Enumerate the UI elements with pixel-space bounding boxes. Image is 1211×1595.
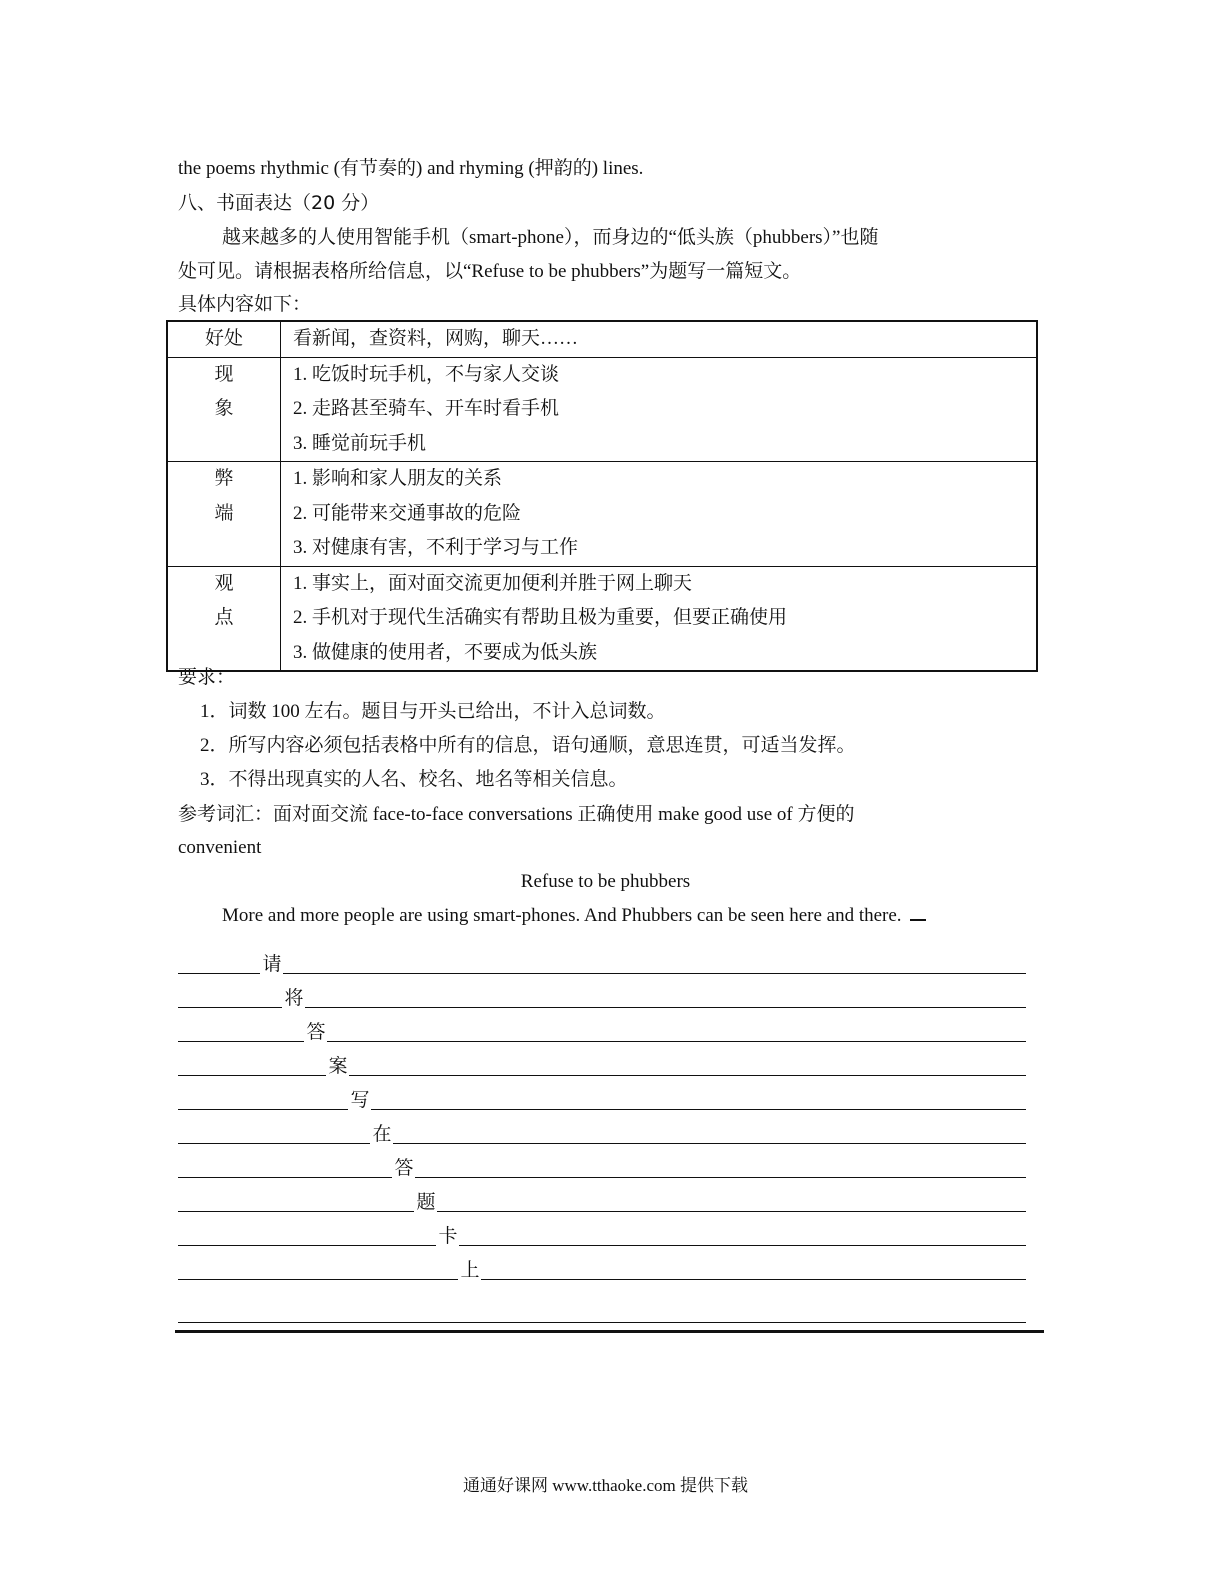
table-item: 3. 睡觉前玩手机 [293,432,427,454]
table-item: 1. 影响和家人朋友的关系 [293,468,503,489]
answer-line [178,1299,1026,1323]
essay-title: Refuse to be phubbers [520,871,691,892]
prompt-line-2: 处可见。请根据表格所给信息，以“Refuse to be phubbers”为题写一篇短文。 [178,261,802,282]
table-row-body [281,321,1038,357]
table-row-body [281,566,1038,671]
table-row-drawbacks [167,462,1037,567]
requirement-item: 3．不得出现真实的人名、校名、地名等相关信息。 [200,769,628,790]
requirement-item: 1．词数 100 左右。题目与开头已给出，不计入总词数。 [200,701,666,722]
answer-blank [910,905,926,921]
answer-hint-char: 上 [460,1260,480,1281]
answer-hint-char: 将 [284,988,304,1009]
requirement-item: 2．所写内容必须包括表格中所有的信息，语句通顺，意思连贯，可适当发挥。 [200,735,856,756]
answer-line [178,984,1026,1008]
answer-line [178,1120,1026,1144]
table-row-benefits [167,321,1037,357]
answer-line [178,1188,1026,1212]
table-head-char: 观 [214,572,234,594]
answer-line [178,1052,1026,1076]
vocab-line-2: convenient [178,837,262,858]
table-head-char: 弊 [214,468,234,489]
requirements-label: 要求： [178,667,236,688]
answer-line [178,1018,1026,1042]
table-item: 3. 对健康有害，不利于学习与工作 [293,537,579,558]
answer-hint-char: 写 [350,1090,370,1111]
answer-line [178,1154,1026,1178]
answer-hint-char: 在 [372,1124,392,1145]
prompt-line-1: 越来越多的人使用智能手机（smart-phone），而身边的“低头族（phubbers）”也随 [222,227,879,248]
intro-line: the poems rhythmic (有节奏的) and rhyming (押韵的) lines. [178,158,644,179]
table-row-head [167,566,281,671]
table-head-char: 象 [214,398,234,419]
answer-hint-char: 答 [306,1022,326,1043]
table-row-viewpoints [167,566,1037,671]
table-item: 看新闻，查资料，网购，聊天…… [293,328,579,349]
section-divider [175,1330,1044,1333]
info-table [166,320,1038,672]
answer-hint-char: 题 [416,1192,436,1213]
table-row-phenomena [167,357,1037,462]
answer-hint-char: 请 [262,954,282,975]
answer-hint-char: 案 [328,1056,348,1077]
table-head-char: 好处 [204,328,243,349]
answer-hint-char: 卡 [438,1226,458,1247]
answer-line [178,1086,1026,1110]
table-head-char: 现 [214,363,234,385]
table-row-head [167,321,281,357]
table-item: 2. 可能带来交通事故的危险 [293,502,522,524]
table-row-body [281,357,1038,462]
table-item: 3. 做健康的使用者，不要成为低头族 [293,641,598,663]
content-label: 具体内容如下： [178,294,312,315]
essay-opening [222,904,926,928]
section-title: 八、书面表达（20 分） [178,192,380,214]
page-footer: 通通好课网 www.tthaoke.com 提供下载 [462,1476,749,1495]
table-item: 2. 手机对于现代生活确实有帮助且极为重要，但要正确使用 [293,607,788,628]
answer-line [178,1222,1026,1246]
answer-line [178,1256,1026,1280]
table-item: 1. 吃饭时玩手机，不与家人交谈 [293,363,560,385]
vocab-line-1: 参考词汇：面对面交流 face-to-face conversations 正确使用 make good use of 方便的 [178,804,855,825]
table-item: 1. 事实上，面对面交流更加便利并胜于网上聊天 [293,572,693,594]
table-row-head [167,462,281,567]
essay-opening-text: More and more people are using smart-phones. And Phubbers can be seen here and there. [222,905,902,926]
table-row-head [167,357,281,462]
answer-hint-char: 答 [394,1158,414,1179]
answer-line [178,950,1026,974]
table-row-body [281,462,1038,567]
table-head-char: 端 [214,502,234,524]
table-head-char: 点 [214,607,234,628]
table-item: 2. 走路甚至骑车、开车时看手机 [293,398,560,419]
